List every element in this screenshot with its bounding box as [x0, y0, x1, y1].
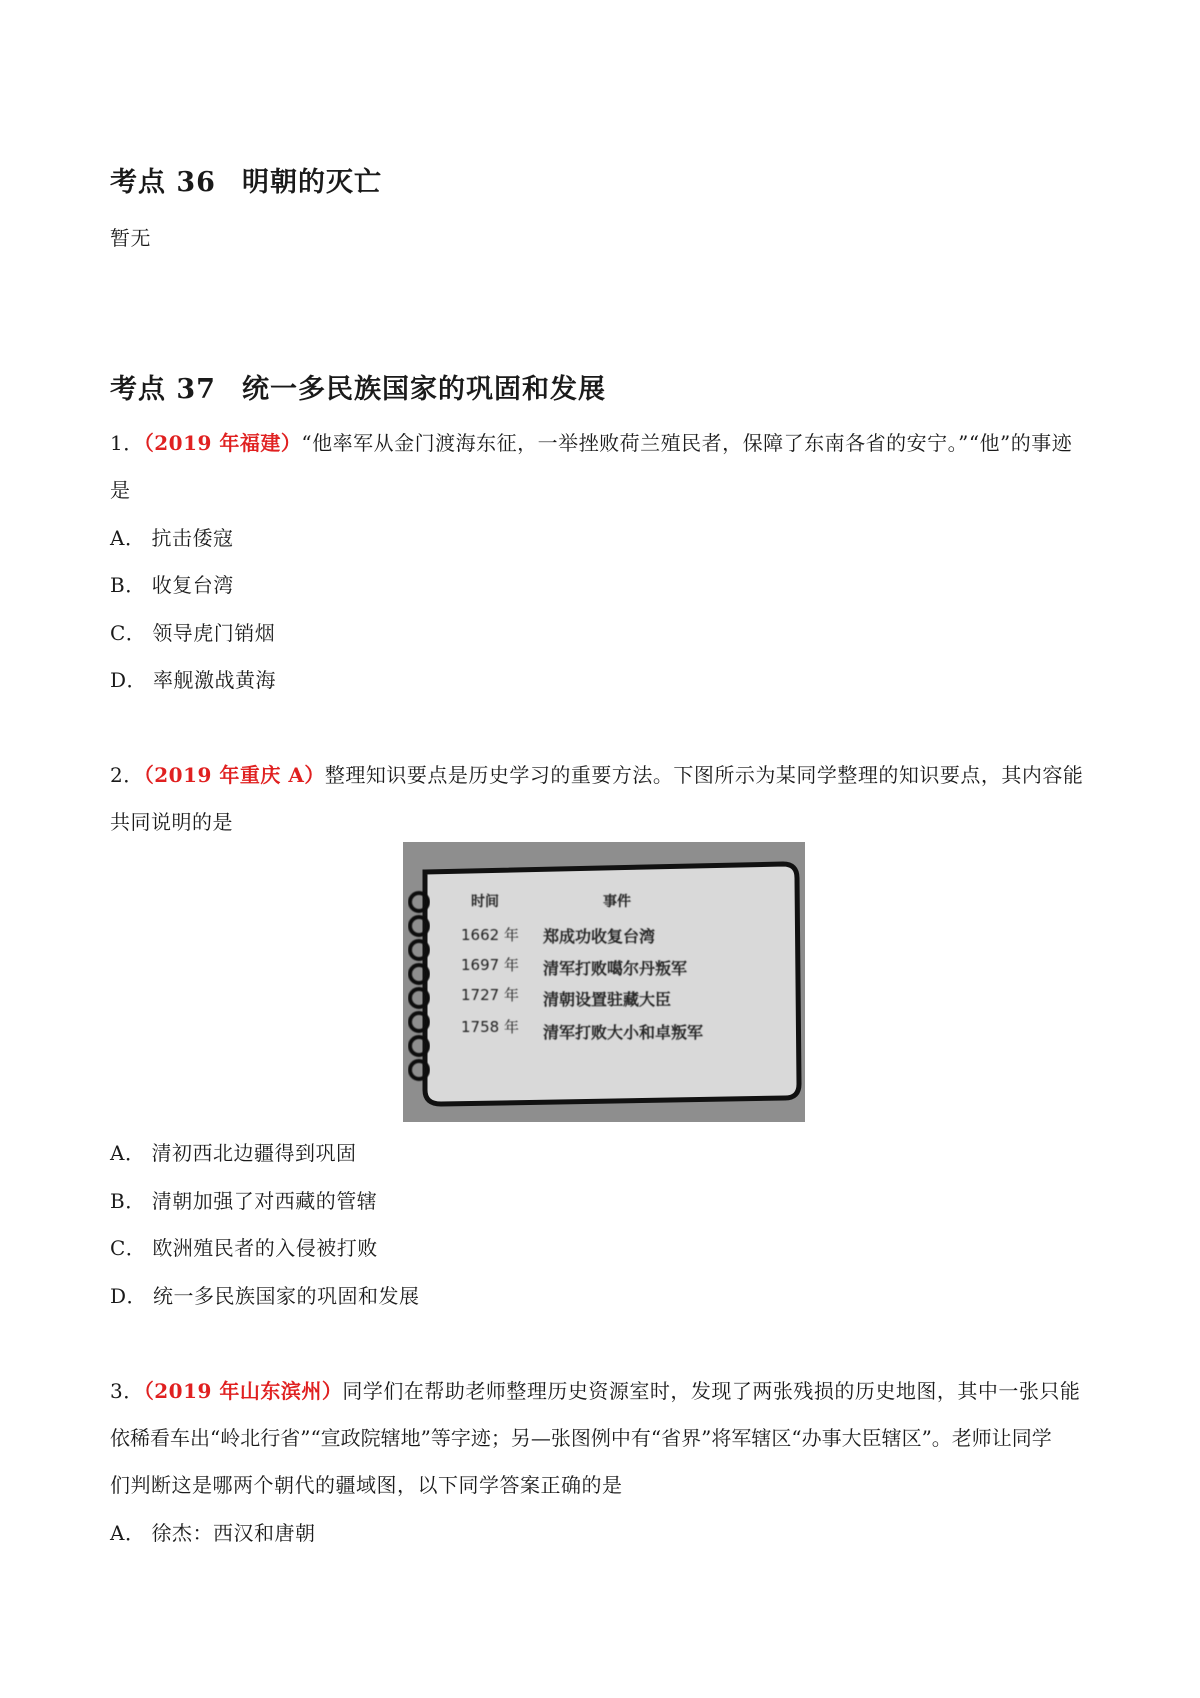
q2-option-d-letter: D．: [110, 1284, 148, 1308]
section-36-title: 明朝的灭亡: [241, 167, 382, 198]
q1-option-c-text: 领导虎门销烟: [152, 621, 276, 645]
figure-row-2-year: 1697 年: [461, 956, 519, 974]
q1-option-d-letter: D．: [110, 668, 148, 692]
section-36-heading: [110, 160, 382, 199]
q1-option-b: [110, 569, 234, 598]
figure-row-4-event: 清军打败大小和卓叛军: [543, 1023, 704, 1042]
q3-stem-line2: 依稀看车出“岭北行省”“宣政院辖地”等字迹；另—张图例中有“省界”将军辖区“办事大臣辖区”。老师让同学: [110, 1426, 1052, 1450]
q1-stem: [110, 427, 1072, 456]
q3-number: 3．: [110, 1379, 144, 1403]
figure-row-2-event: 清军打败噶尔丹叛军: [543, 959, 688, 978]
q2-option-b: [110, 1185, 377, 1214]
q2-stem-line1: 整理知识要点是历史学习的重要方法。下图所示为某同学整理的知识要点，其内容能: [324, 763, 1084, 787]
figure-row-3-event: 清朝设置驻藏大臣: [543, 990, 672, 1009]
q2-option-d-text: 统一多民族国家的巩固和发展: [153, 1284, 420, 1308]
figure-row-4-year: 1758 年: [461, 1018, 519, 1036]
q1-number: 1．: [110, 431, 144, 455]
q2-option-b-text: 清朝加强了对西藏的管辖: [151, 1189, 378, 1213]
figure-row-1-event: 郑成功收复台湾: [543, 927, 656, 946]
figure-header-time: 时间: [471, 894, 499, 910]
q3-option-a-text: 徐杰：西汉和唐朝: [151, 1521, 316, 1545]
q1-source: （2019 年福建）: [143, 431, 302, 455]
q2-stem: [110, 759, 1083, 788]
q3-option-a: [110, 1517, 315, 1546]
figure-header-event: 事件: [603, 894, 631, 910]
q1-option-c: [110, 617, 275, 646]
q2-option-b-letter: B．: [110, 1189, 146, 1213]
figure-row-1-year: 1662 年: [461, 926, 519, 944]
q1-option-b-letter: B．: [110, 573, 146, 597]
q2-option-a-text: 清初西北边疆得到巩固: [151, 1141, 357, 1165]
section-37-heading: [110, 367, 606, 406]
notebook-photo: [403, 842, 805, 1122]
q1-option-d: [110, 664, 276, 693]
q3-stem-line1: 同学们在帮助老师整理历史资源室时，发现了两张残损的历史地图，其中一张只能: [342, 1379, 1081, 1403]
q1-option-a-letter: A．: [110, 526, 146, 550]
q1-option-b-text: 收复台湾: [151, 573, 234, 597]
q2-stem-line2: 共同说明的是: [110, 810, 233, 834]
q3-stem: [110, 1375, 1080, 1404]
q1-option-a-text: 抗击倭寇: [151, 526, 234, 550]
q1-stem-line2: 是: [110, 478, 131, 502]
section-37-title: 统一多民族国家的巩固和发展: [241, 374, 606, 405]
q2-source: （2019 年重庆 A）: [143, 763, 325, 787]
q1-option-a: [110, 522, 233, 551]
q3-source: （2019 年山东滨州）: [143, 1379, 343, 1403]
figure-row-3-year: 1727 年: [461, 986, 519, 1004]
section-36-body: 暂无: [110, 226, 151, 250]
section-37-label: 考点 37: [110, 374, 216, 405]
q1-option-d-text: 率舰激战黄海: [153, 668, 277, 692]
q2-option-c-letter: C．: [110, 1236, 147, 1260]
q2-option-a-letter: A．: [110, 1141, 146, 1165]
q2-number: 2．: [110, 763, 144, 787]
q3-option-a-letter: A．: [110, 1521, 146, 1545]
section-36-label: 考点 36: [110, 167, 216, 198]
q2-option-a: [110, 1137, 356, 1166]
q2-option-d: [110, 1280, 420, 1309]
q3-stem-line3: 们判断这是哪两个朝代的疆域图，以下同学答案正确的是: [110, 1473, 623, 1497]
q1-stem-line1: “他率军从金门渡海东征，一举挫败荷兰殖民者，保障了东南各省的安宁。”“他”的事迹: [301, 431, 1073, 455]
q2-option-c: [110, 1232, 378, 1261]
q1-option-c-letter: C．: [110, 621, 147, 645]
q2-option-c-text: 欧洲殖民者的入侵被打败: [152, 1236, 378, 1260]
